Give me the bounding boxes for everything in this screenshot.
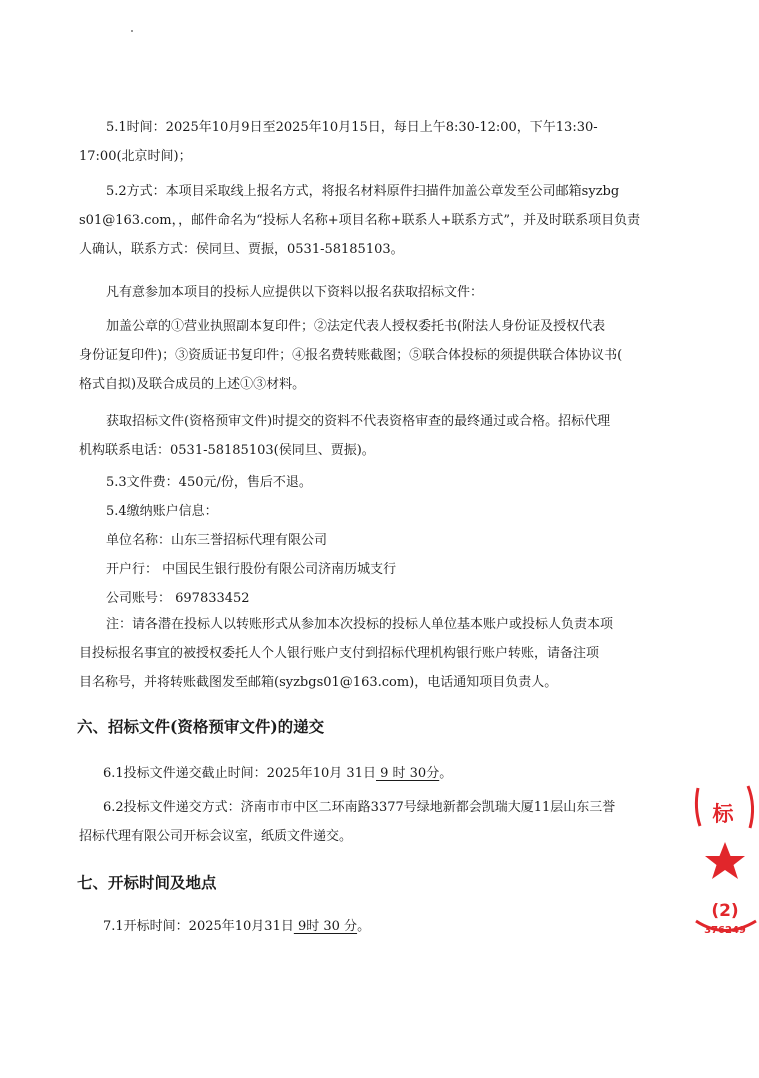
transfer-note-line-3: 目名称号，并将转账截图发至邮箱(syzbgs01@163.com)，电话通知项目负责人。 [79, 675, 558, 690]
section-6-heading: 六、招标文件(资格预审文件)的递交 [77, 717, 325, 736]
account-number: 公司账号： 697833452 [106, 591, 250, 606]
bid-opening-clock: 9时 30 分 [293, 919, 358, 934]
section-7-heading: 七、开标时间及地点 [77, 873, 217, 892]
scan-speck [131, 30, 133, 32]
qualification-notice-line-2: 机构联系电话：0531-58185103(侯同旦、贾振)。 [79, 443, 375, 458]
qualification-notice-line-1: 获取招标文件(资格预审文件)时提交的资料不代表资格审查的最终通过或合格。招标代理 [106, 414, 611, 429]
required-materials-line-2: 身份证复印件)；③资质证书复印件；④报名费转账截图；⑤联合体投标的须提供联合体协议书( [79, 348, 623, 363]
document-fee: 5.3文件费：450元/份，售后不退。 [106, 475, 312, 490]
registration-time-line-1: 5.1时间：2025年10月9日至2025年10月15日，每日上午8:30-12:00，下午13:30- [106, 120, 598, 135]
submission-place [79, 793, 616, 851]
company-seal-graphic [692, 778, 759, 943]
submission-deadline-date: 6.1投标文件递交截止时间：2025年10月 31日 [103, 766, 376, 781]
seal-character: 标 [712, 802, 734, 826]
bid-opening-time [103, 915, 370, 934]
submission-place-line-1: 6.2投标文件递交方式：济南市市中区二环南路3377号绿地新都会凯瑞大厦11层山东三誉 [103, 800, 616, 815]
registration-method-line-2: s01@163.com，，邮件命名为“投标人名称+项目名称+联系人+联系方式”，并及时联系项目负责 [79, 213, 641, 228]
transfer-note-line-1: 注：请各潜在投标人以转账形式从参加本次投标的投标人单位基本账户或投标人负责本项 [106, 617, 614, 632]
registration-method-line-1: 5.2方式：本项目采取线上报名方式，将报名材料原件扫描件加盖公章发至公司邮箱syzbg [106, 184, 620, 199]
transfer-note-line-2: 目投标报名事宜的被授权委托人个人银行账户支付到招标代理机构银行账户转账，请备注项 [79, 646, 600, 661]
registration-method [79, 177, 641, 264]
submission-deadline [103, 762, 452, 781]
registration-method-line-3: 人确认，联系方式：侯同旦、贾振，0531-58185103。 [79, 242, 404, 257]
submission-deadline-end: 。 [439, 766, 453, 781]
seal-star-icon [705, 842, 745, 879]
registration-time-line-2: 17:00(北京时间)； [79, 149, 192, 164]
qualification-notice [79, 407, 611, 465]
bid-opening-date: 7.1开标时间：2025年10月31日 [103, 919, 294, 934]
account-unit-name: 单位名称：山东三誉招标代理有限公司 [106, 533, 328, 548]
transfer-note [79, 610, 614, 697]
required-materials [79, 312, 623, 399]
registration-time [79, 113, 598, 171]
submission-place-line-2: 招标代理有限公司开标会议室，纸质文件递交。 [79, 829, 353, 844]
account-info-title: 5.4缴纳账户信息： [106, 504, 218, 519]
required-materials-line-1: 加盖公章的①营业执照副本复印件；②法定代表人授权委托书(附法人身份证及授权代表 [106, 319, 606, 334]
materials-intro: 凡有意参加本项目的投标人应提供以下资料以报名获取招标文件： [106, 285, 484, 300]
seal-code: 376249 [704, 925, 746, 936]
seal-number: (2) [711, 901, 739, 921]
account-bank: 开户行： 中国民生银行股份有限公司济南历城支行 [106, 562, 397, 577]
company-seal [692, 778, 759, 943]
submission-deadline-time: 9 时 30分 [375, 766, 440, 781]
required-materials-line-3: 格式自拟)及联合成员的上述①③材料。 [79, 377, 306, 392]
bid-opening-end: 。 [357, 919, 371, 934]
